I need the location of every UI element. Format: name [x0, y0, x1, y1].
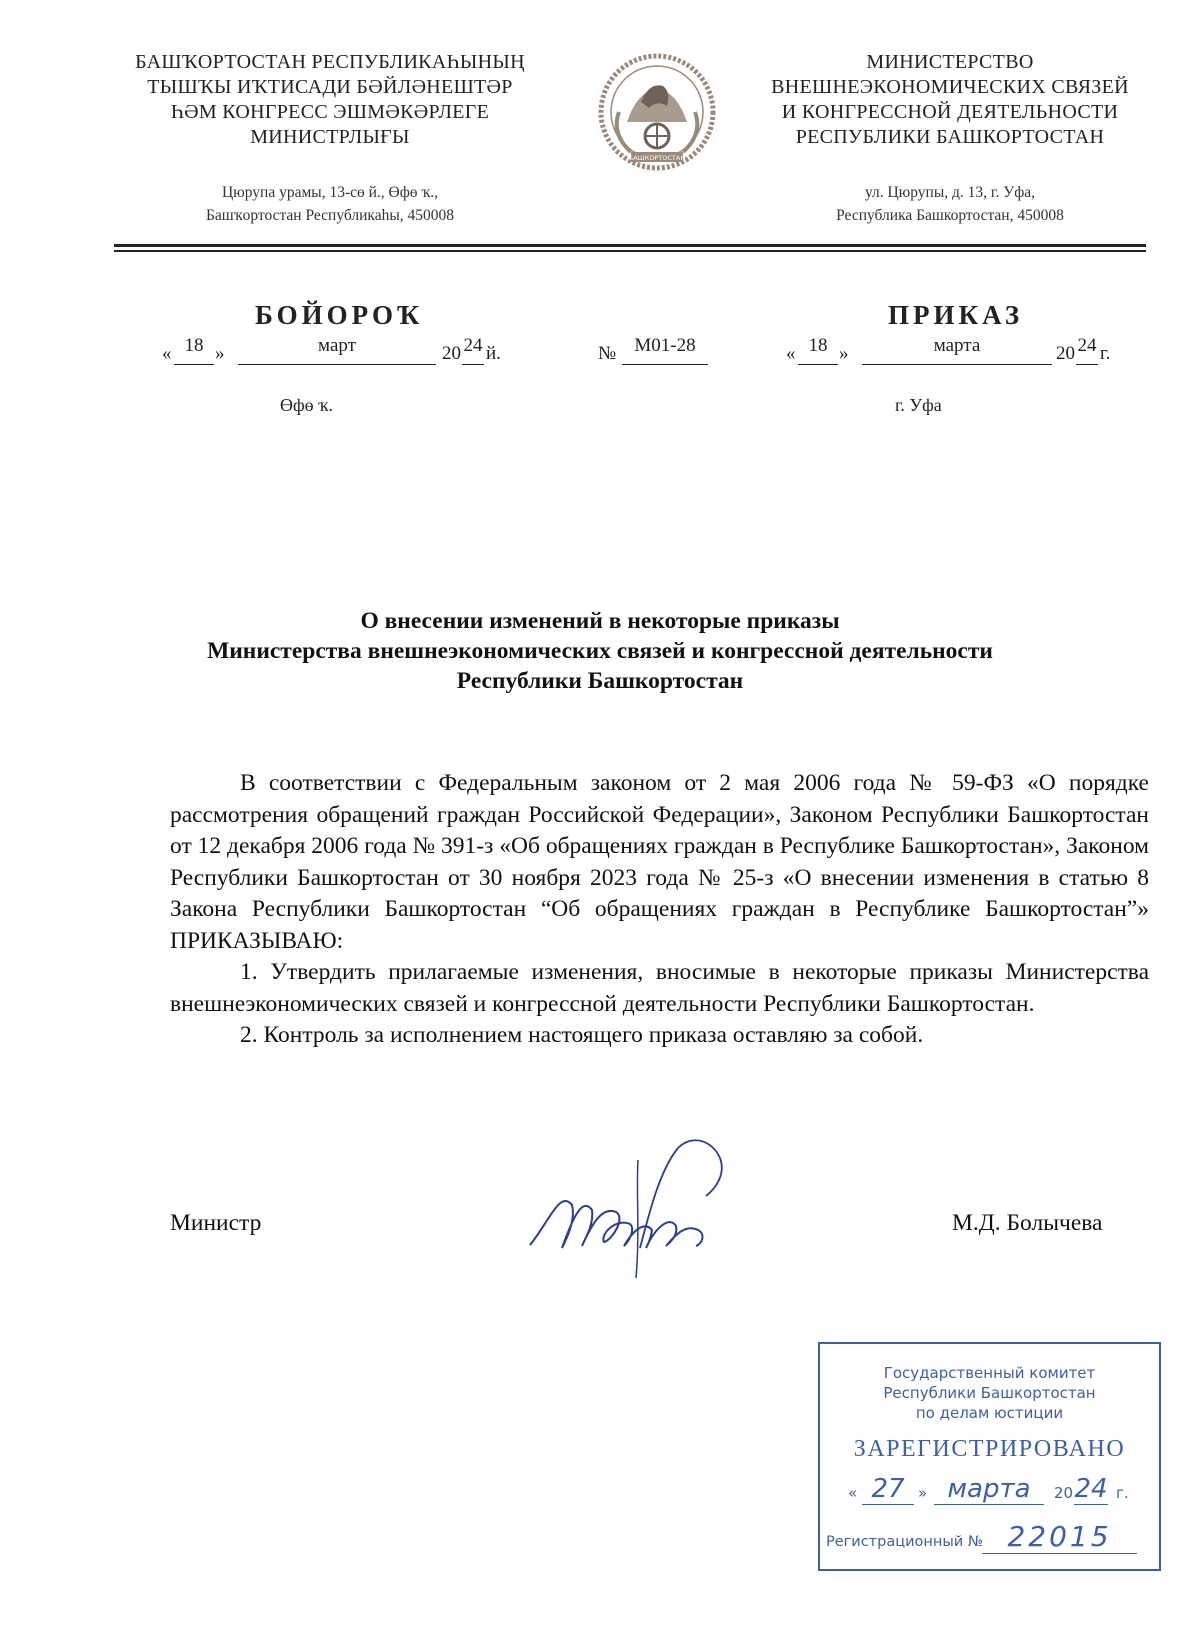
- right-org-line: ВНЕШНЕЭКОНОМИЧЕСКИХ СВЯЗЕЙ: [771, 76, 1129, 98]
- quote-close: »: [215, 343, 225, 364]
- left-org-line: ТЫШҠЫ ИҠТИСАДИ БӘЙЛӘНЕШТӘР: [147, 76, 513, 98]
- right-org-line: И КОНГРЕССНОЙ ДЕЯТЕЛЬНОСТИ: [781, 101, 1119, 123]
- right-address: [740, 181, 1160, 227]
- left-date: [162, 335, 512, 373]
- right-org-line: МИНИСТЕРСТВО: [866, 51, 1034, 73]
- date-day: 18: [184, 335, 204, 356]
- date-month: марта: [933, 335, 981, 356]
- coat-of-arms-emblem: [597, 52, 717, 172]
- title-line: Республики Башкортостан: [456, 668, 744, 694]
- number-sign: №: [598, 343, 617, 364]
- title-line: Министерства внешнеэкономических связей и конгрессной деятельности: [207, 638, 993, 664]
- header-rule-thin: [114, 250, 1146, 252]
- stamp-day: 27: [862, 1474, 914, 1505]
- signature-position: Министр: [170, 1210, 262, 1236]
- stamp-quote-open: «: [848, 1484, 858, 1502]
- number-value: М01-28: [634, 335, 696, 356]
- year-word: г.: [1100, 343, 1111, 364]
- right-address-line: Республика Башкортостан, 450008: [836, 207, 1064, 224]
- stamp-reg-label: Регистрационный №: [826, 1534, 983, 1550]
- signatory-name: М.Д. Болычева: [952, 1210, 1103, 1236]
- stamp-quote-close: »: [918, 1484, 928, 1502]
- left-org-line: БАШҠОРТОСТАН РЕСПУБЛИКАҺЫНЫҢ: [135, 51, 525, 73]
- date-day-field: [174, 335, 214, 365]
- year-word: й.: [486, 343, 501, 364]
- quote-close: »: [839, 343, 849, 364]
- stamp-status: ЗАРЕГИСТРИРОВАНО: [853, 1436, 1126, 1462]
- order-type-russian: ПРИКАЗ: [888, 300, 1024, 330]
- body-paragraph-preamble: В соответствии с Федеральным законом от 2 мая 2006 года № 59-ФЗ «О порядке рассмотрения обращений граждан Российской Федерации», Законом Республики Башкортостан от 12 декабря 2006 года № 391-з «Об обращениях граждан в Республике Башкортостан», Законом Республики Башкортостан от 30 ноября 2023 года № 25-з «О внесении изменения в статью 8 Закона Республики Башкортостан “Об обращениях граждан в Республике Башкортостан”» ПРИКАЗЫВАЮ:: [170, 770, 1149, 954]
- year-suffix: 24: [1077, 335, 1097, 356]
- year-prefix: 20: [1056, 343, 1075, 364]
- stamp-year-word: г.: [1116, 1484, 1129, 1502]
- stamp-year-prefix: 20: [1054, 1484, 1074, 1502]
- handwritten-signature: [520, 1130, 740, 1280]
- order-type-bashkir: БОЙОРОҠ: [255, 300, 424, 330]
- title-line: О внесении изменений в некоторые приказы: [360, 608, 840, 634]
- registration-stamp: [818, 1342, 1161, 1571]
- right-address-line: ул. Цюрупы, д. 13, г. Уфа,: [864, 184, 1036, 201]
- city-russian: г. Уфа: [895, 395, 942, 415]
- body-paragraph-item-2: 2. Контроль за исполнением настоящего приказа оставляю за собой.: [240, 1022, 924, 1048]
- right-org-name: [740, 50, 1160, 150]
- left-org-line: ҺӘМ КОНГРЕСС ЭШМӘКӘРЛЕГЕ: [170, 101, 490, 123]
- stamp-month: марта: [934, 1474, 1044, 1505]
- left-address-line: Башҡортостан Республикаһы, 450008: [205, 207, 454, 224]
- stamp-year-suffix: 24: [1074, 1474, 1108, 1504]
- year-suffix-field: [1076, 335, 1098, 365]
- year-prefix: 20: [442, 343, 461, 364]
- year-suffix: 24: [463, 335, 483, 356]
- order-number: [598, 335, 718, 373]
- city-bashkir: Өфө ҡ.: [280, 395, 333, 415]
- stamp-registration: [826, 1520, 1146, 1556]
- left-org-name: [100, 50, 560, 150]
- stamp-date: [848, 1474, 1138, 1508]
- body-paragraph-item-1: 1. Утвердить прилагаемые изменения, вносимые в некоторые приказы Министерства внешнеэкономических связей и конгрессной деятельности Республики Башкортостан.: [170, 959, 1149, 1017]
- date-month-field: [862, 335, 1052, 365]
- left-address-line: Цюрупа урамы, 13-сө й., Өфө ҡ.,: [221, 184, 439, 201]
- date-day: 18: [808, 335, 828, 356]
- header-rule-thick: [114, 244, 1146, 247]
- left-org-line: МИНИСТРЛЫҒЫ: [250, 126, 410, 148]
- left-address: [100, 181, 560, 227]
- document-title: [120, 606, 1080, 696]
- date-month-field: [238, 335, 436, 365]
- emblem-banner-text: БАШКОРТОСТАН: [628, 154, 686, 162]
- quote-open: «: [162, 343, 172, 364]
- stamp-org-line: Республики Башкортостан: [883, 1384, 1096, 1402]
- year-suffix-field: [462, 335, 484, 365]
- right-date: [786, 335, 1136, 373]
- quote-open: «: [786, 343, 796, 364]
- stamp-reg-number: 22015: [982, 1520, 1137, 1554]
- stamp-org-line: по делам юстиции: [915, 1404, 1064, 1422]
- date-month: март: [318, 335, 356, 356]
- date-day-field: [798, 335, 838, 365]
- stamp-org-line: Государственный комитет: [883, 1364, 1096, 1382]
- document-body: [170, 768, 1149, 1052]
- number-field: [622, 335, 708, 365]
- right-org-line: РЕСПУБЛИКИ БАШКОРТОСТАН: [795, 126, 1105, 148]
